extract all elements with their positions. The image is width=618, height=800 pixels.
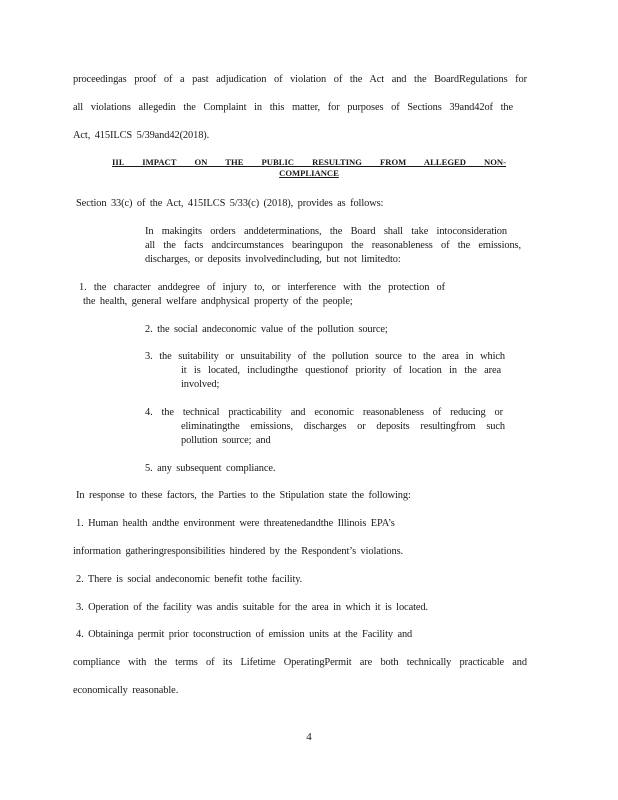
intro-text: Section 33(c) of the Act, 415ILCS 5/33(c) (2018), provides as follows: [76, 198, 384, 209]
factor-item: 1. the character anddegree of injury to, or interference with the protection of [79, 282, 445, 293]
quote-line: all the facts andcircumstances bearingupon the reasonableness of the emissions, [145, 240, 521, 251]
response-intro: In response to these factors, the Parties to the Stipulation state the following: [76, 490, 411, 501]
response-item: 2. There is social andeconomic benefit tothe facility. [76, 574, 303, 585]
section-heading [112, 157, 506, 179]
response-item: 4. Obtaininga permit prior toconstruction of emission units at the Facility and [76, 629, 413, 640]
factor-item: 5. any subsequent compliance. [145, 463, 276, 474]
factor-item: 3. the suitability or unsuitability of the pollution source to the area in which [145, 351, 505, 362]
paragraph-line: Act, 415ILCS 5/39and42(2018). [73, 130, 210, 141]
paragraph-line: all violations allegedin the Complaint in this matter, for purposes of Sections 39and42of the [73, 102, 513, 113]
factor-item: 4. the technical practicability and economic reasonableness of reducing or [145, 407, 503, 418]
response-item: 1. Human health andthe environment were threatenedandthe Illinois EPA’s [76, 518, 395, 529]
section-heading-line2: COMPLIANCE [279, 168, 339, 178]
quote-line: discharges, or deposits involvedincluding, but not limitedto: [145, 254, 401, 265]
quote-line: In makingits orders anddeterminations, the Board shall take intoconsideration [145, 226, 507, 237]
section-heading-line1: III. IMPACT ON THE PUBLIC RESULTING FROM ALLEGED NON- [112, 157, 506, 167]
factor-item: the health, general welfare andphysical property of the people; [83, 296, 353, 307]
factor-item: pollution source; and [181, 435, 271, 446]
factor-item: involved; [181, 379, 220, 390]
response-item: compliance with the terms of its Lifetime OperatingPermit are both technically practicable and [73, 657, 527, 668]
response-item: 3. Operation of the facility was andis suitable for the area in which it is located. [76, 602, 428, 613]
page-number: 4 [306, 731, 312, 743]
factor-item: eliminatingthe emissions, discharges or deposits resultingfrom such [181, 421, 505, 432]
factor-item: 2. the social andeconomic value of the pollution source; [145, 324, 388, 335]
response-item: information gatheringresponsibilities hindered by the Respondent’s violations. [73, 546, 404, 557]
paragraph-line: proceedingas proof of a past adjudication of violation of the Act and the BoardRegulations for [73, 74, 527, 85]
response-item: economically reasonable. [73, 685, 179, 696]
factor-item: it is located, includingthe questionof priority of location in the area [181, 365, 501, 376]
